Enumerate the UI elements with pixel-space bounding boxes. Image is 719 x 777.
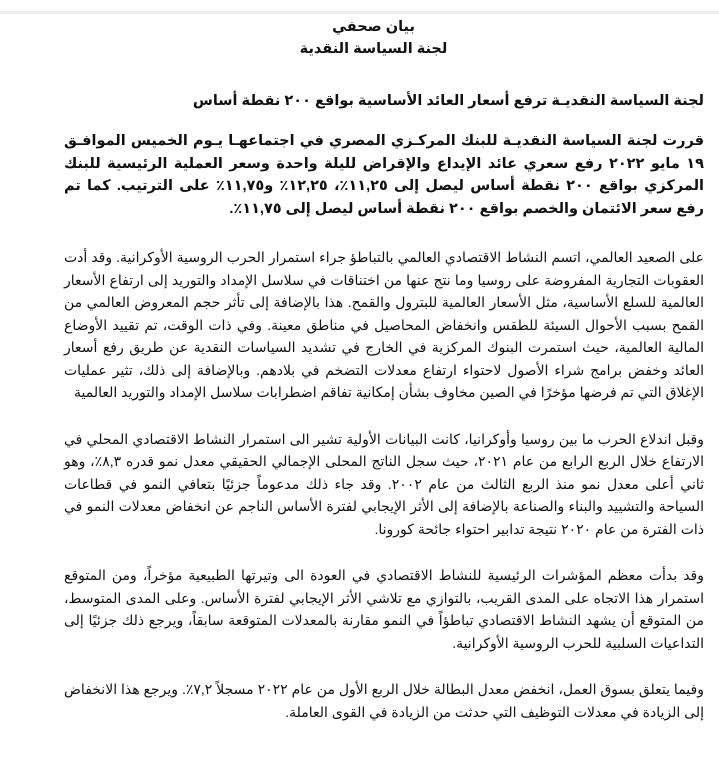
- paragraph-labor-market: وفيما يتعلق بسوق العمل، انخفض معدل البطالة خلال الربع الأول من عام ٢٠٢٢ مسجلاً ٧,٢٪. ويرجع هذا الانخفاض إلى الزيادة في معدلات التوظيف التي حدثت من الزيادة في القوى العاملة.: [64, 681, 704, 720]
- headline: لجنة السياسة النقديـة ترفع أسعار العائد الأساسية بواقع ٢٠٠ نقطة أساس: [192, 93, 704, 109]
- document-type-title: بيان صحفي: [332, 19, 415, 35]
- paragraph-global-outlook: على الصعيد العالمي، اتسم النشاط الاقتصادي العالمي بالتباطؤ جراء استمرار الحرب الروسية الأوكرانية. وقد أدت العقوبات التجارية المفروضة على روسيا وما نتج عنها من اختناقات في سلاسل الإمداد والتوريد إلى ارتفاع الأسعار العالمية للسلع الأساسية، مثل الأسعار العالمية للبترول والقمح. هذا بالإضافة إلى تأثر حجم المعروض العالمي من القمح بسبب الأحوال السيئة للطقس وانخفاض المحاصيل في مناطق معينة. وفي ذات الوقت، تم تقييد الأوضاع المالية العالمية، حيث استمرت البنوك المركزية في الخارج في تشديد السياسات النقدية عن طريق رفع أسعار العائد وخفض برامج شراء الأصول لاحتواء ارتفاع معدلات التضخم في بلادهم. وبالإضافة إلى ذلك، تثير عمليات الإغلاق التي تم فرضها مؤخرًا في الصين مخاوف بشأن إمكانية تفاقم اضطرابات سلاسل الإمداد والتوريد العالمية: [64, 249, 704, 400]
- press-release-page: [40, 14, 707, 723]
- paragraph-indicators-outlook: وقد بدأت معظم المؤشرات الرئيسية للنشاط الاقتصادي في العودة الى وتيرتها الطبيعية مؤخراً، ومن المتوقع استمرار هذا الاتجاه على المدى القريب، بالتوازي مع تلاشي الأثر الإيجابي لفترة الأساس. وعلى المدى المتوسط، من المتوقع أن يشهد النشاط الاقتصادي تباطؤاً في النمو مقارنة بالمعدلات المتوقعة سابقاً، ويرجع ذلك جزئيًا إلى التداعيات السلبية للحرب الروسية الأوكرانية.: [64, 567, 704, 651]
- paragraph-domestic-growth: وقبل اندلاع الحرب ما بين روسيا وأوكرانيا، كانت البيانات الأولية تشير الى استمرار النشاط الاقتصادي المحلي في الارتفاع خلال الربع الرابع من عام ٢٠٢١، حيث سجل الناتج المحلى الإجمالي الحقيقي معدل نمو قدره ٨,٣٪، وهو ثاني أعلى معدل نمو منذ الربع الثالث من عام ٢٠٠٢. وقد جاء ذلك مدعوماً جزئيًا بتعافي النمو في قطاعات السياحة والتشييد والبناء والصناعة بالإضافة إلى الأثر الإيجابي لفترة الأساس الناجم عن انخفاض معدلات النمو في ذات الفترة من عام ٢٠٢٠ نتيجة تدابير احتواء جائحة كورونا.: [64, 430, 704, 537]
- committee-name: لجنة السياسة النقدية: [299, 41, 448, 57]
- lead-paragraph: قررت لجنة السياسة النقديـة للبنك المركـزي المصري في اجتماعهـا يـوم الخميس الموافـق ١٩ مايو ٢٠٢٢ رفع سعري عائد الإيداع والإقراض لليلة واحدة وسعر العملية الرئيسية للبنك المركزي بواقع ٢٠٠ نقطة أساس ليصل إلى ١١,٢٥٪، ١٢,٢٥٪ و١١,٧٥٪ على الترتيب. كما تم رفع سعر الائتمان والخصم بواقع ٢٠٠ نقطة أساس ليصل إلى ١١,٧٥٪.: [64, 133, 704, 217]
- document-header: [40, 16, 707, 60]
